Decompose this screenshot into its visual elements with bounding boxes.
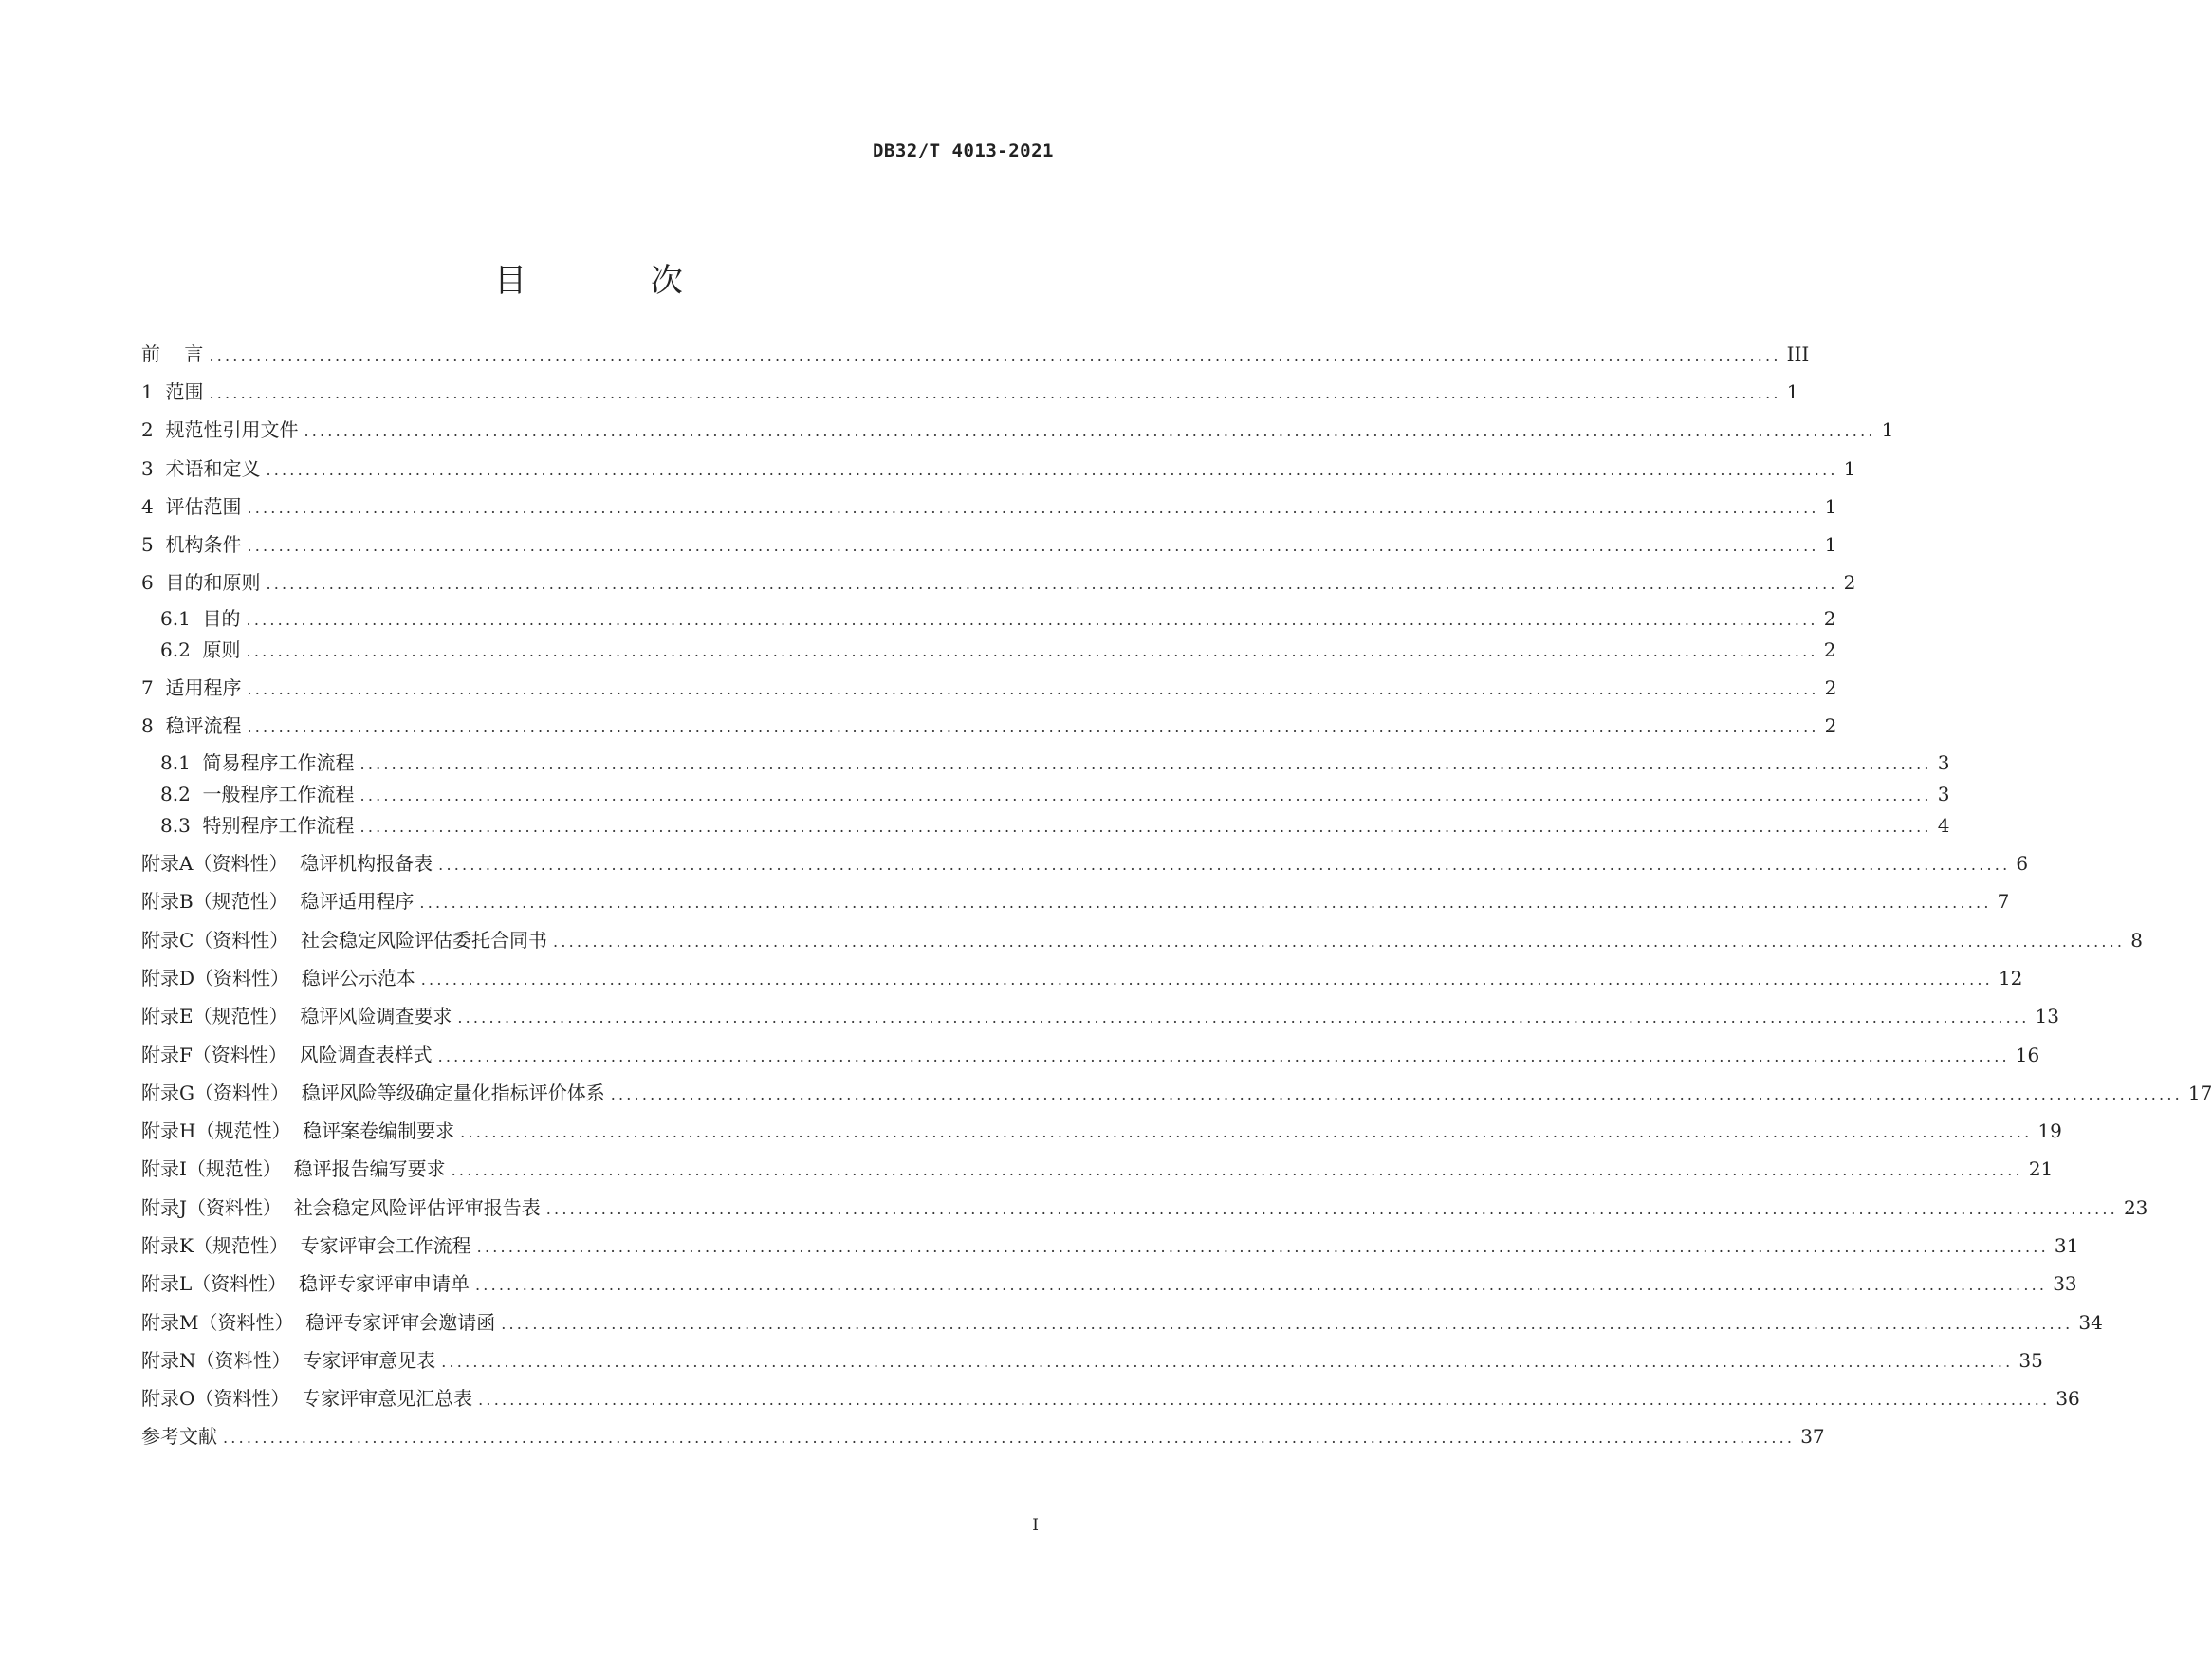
toc-entry-label: 规范性引用文件 [153,418,299,441]
toc-entry[interactable] [141,711,1837,741]
toc-entry-label: 稳评案卷编制要求 [290,1119,455,1142]
toc-entry-label: 专家评审意见汇总表 [289,1387,473,1410]
toc-dot-leader: ........................................................................................................................................................................................................ [420,971,1993,989]
toc-entry-number: 附录C（资料性） [141,929,289,952]
toc-entry-label: 言 [160,342,204,365]
toc-dot-leader: ........................................................................................................................................................................................................ [476,1238,2049,1256]
toc-dot-leader: ........................................................................................................................................................................................................ [501,1315,2074,1333]
toc-entry-label: 术语和定义 [153,457,261,480]
toc-entry[interactable] [160,748,1950,778]
toc-entry-number: 附录A（资料性） [141,852,288,875]
toc-entry[interactable] [141,567,1856,598]
toc-entry-page: 1 [1881,418,1894,441]
toc-dot-leader: ........................................................................................................................................................................................................ [266,461,1838,479]
toc-entry-label: 稳评风险等级确定量化指标评价体系 [288,1082,605,1104]
toc-entry[interactable] [141,491,1837,522]
toc-entry[interactable] [141,1345,2043,1376]
toc-entry[interactable] [141,1154,2054,1184]
toc-entry-label: 范围 [153,380,204,403]
toc-dot-leader: ........................................................................................................................................................................................................ [247,537,1819,555]
toc-dot-leader: ........................................................................................................................................................................................................ [209,346,1781,364]
toc-entry-label: 稳评公示范本 [289,967,415,989]
toc-entry-label: 社会稳定风险评估委托合同书 [288,929,548,952]
toc-entry-label: 稳评流程 [153,714,242,737]
toc-entry-page: 19 [2037,1119,2062,1142]
toc-entry[interactable] [141,963,2023,993]
toc-entry-page: 3 [1937,783,1950,805]
toc-dot-leader: ........................................................................................................................................................................................................ [246,642,1818,660]
toc-dot-leader: ........................................................................................................................................................................................................ [266,575,1838,593]
toc-entry-number: 3 [141,457,154,480]
toc-entry-page: 2 [1823,607,1836,630]
toc-entry-label: 特别程序工作流程 [190,814,355,837]
toc-dot-leader: ........................................................................................................................................................................................................ [247,680,1819,698]
toc-entry-page: 4 [1937,814,1950,837]
toc-entry-number: 附录M（资料性） [141,1311,294,1334]
toc-entry-number: 附录N（资料性） [141,1349,291,1372]
toc-entry-page: 16 [2015,1044,2040,1066]
toc-entry-label: 评估范围 [153,495,242,518]
toc-dot-leader: ........................................................................................................................................................................................................ [359,786,1932,804]
page-title: 目 次 [494,262,740,300]
toc-entry[interactable] [160,635,1836,665]
toc-dot-leader: ........................................................................................................................................................................................................ [545,1200,2118,1218]
toc-entry-label: 稳评适用程序 [287,890,415,913]
toc-entry-page: 34 [2078,1311,2103,1334]
toc-entry-label: 社会稳定风险评估评审报告表 [282,1196,541,1219]
toc-entry-page: 7 [1997,890,2010,913]
toc-entry[interactable] [141,1001,2059,1031]
toc-entry-page: 1 [1843,457,1856,480]
page-number: I [1032,1516,1039,1535]
toc-entry-number: 1 [141,380,154,403]
toc-entry[interactable] [141,1307,2103,1338]
toc-entry-label: 稳评专家评审申请单 [286,1272,470,1295]
toc-dot-leader: ........................................................................................................................................................................................................ [359,755,1932,773]
toc-entry[interactable] [141,1193,2148,1223]
toc-entry-page: 1 [1786,380,1799,403]
toc-entry[interactable] [160,603,1836,634]
toc-entry-number: 4 [141,495,154,518]
toc-entry-page: 33 [2053,1272,2077,1295]
toc-entry-label: 一般程序工作流程 [190,783,355,805]
toc-dot-leader: ........................................................................................................................................................................................................ [437,1047,2010,1065]
toc-entry-label: 原则 [190,638,241,661]
toc-dot-leader: ........................................................................................................................................................................................................ [475,1276,2048,1294]
toc-entry-page: 2 [1824,714,1837,737]
toc-dot-leader: ........................................................................................................................................................................................................ [247,718,1819,736]
toc-dot-leader: ........................................................................................................................................................................................................ [457,1008,2030,1026]
toc-entry-number: 8.2 [160,783,191,805]
toc-dot-leader: ........................................................................................................................................................................................................ [247,499,1819,517]
toc-entry-number: 附录H（规范性） [141,1119,291,1142]
toc-entry[interactable] [141,1230,2079,1261]
toc-entry-label: 机构条件 [153,533,242,556]
toc-dot-leader: ........................................................................................................................................................................................................ [460,1123,2033,1141]
toc-entry-number: 附录E（规范性） [141,1005,288,1027]
document-code: DB32/T 4013-2021 [872,140,1054,161]
toc-entry-page: 2 [1824,676,1837,699]
toc-entry-label: 适用程序 [153,676,242,699]
toc-entry-number: 附录O（资料性） [141,1387,290,1410]
toc-entry-number: 附录K（规范性） [141,1234,288,1257]
toc-entry-number: 参考文献 [141,1425,217,1448]
toc-entry[interactable] [160,810,1950,841]
toc-entry[interactable] [141,1116,2062,1146]
toc-dot-leader: ........................................................................................................................................................................................................ [209,384,1781,402]
toc-entry-page: 37 [1800,1425,1825,1448]
toc-entry[interactable] [141,1268,2077,1299]
toc-entry-page: 21 [2028,1157,2054,1180]
toc-entry-number: 7 [141,676,154,699]
toc-entry-page: 23 [2123,1196,2148,1219]
toc-dot-leader: ........................................................................................................................................................................................................ [419,894,1992,912]
toc-dot-leader: ........................................................................................................................................................................................................ [553,933,2126,951]
toc-entry-label: 风险调查表样式 [286,1044,433,1066]
toc-entry-page: 12 [1998,967,2023,989]
toc-entry-number: 8.1 [160,751,191,774]
toc-entry-label: 稳评报告编写要求 [281,1157,446,1180]
toc-entry-number: 6 [141,571,154,594]
toc-entry[interactable] [141,529,1837,560]
toc-dot-leader: ........................................................................................................................................................................................................ [359,818,1932,836]
toc-entry-page: III [1786,342,1810,365]
toc-dot-leader: ........................................................................................................................................................................................................ [223,1429,1796,1447]
toc-entry-page: 1 [1824,533,1837,556]
toc-entry-label: 稳评风险调查要求 [287,1005,452,1027]
toc-entry-page: 31 [2054,1234,2079,1257]
toc-entry[interactable] [141,925,2143,955]
toc-entry-page: 1 [1824,495,1837,518]
toc-entry-number: 附录D（资料性） [141,967,290,989]
toc-entry-page: 2 [1843,571,1856,594]
toc-entry[interactable] [141,339,1810,369]
toc-dot-leader: ........................................................................................................................................................................................................ [478,1391,2051,1409]
toc-entry[interactable] [141,1040,2040,1070]
toc-entry-number: 2 [141,418,154,441]
toc-entry-number: 前 [141,342,160,365]
toc-entry-number: 8.3 [160,814,191,837]
toc-entry-number: 6.1 [160,607,191,630]
toc-entry-label: 专家评审会工作流程 [287,1234,471,1257]
toc-entry-number: 附录L（资料性） [141,1272,287,1295]
toc-entry-page: 8 [2130,929,2143,952]
toc-entry-number: 8 [141,714,154,737]
toc-dot-leader: ........................................................................................................................................................................................................ [441,1353,2014,1371]
toc-entry[interactable] [141,886,2010,916]
toc-entry-page: 36 [2055,1387,2080,1410]
toc-dot-leader: ........................................................................................................................................................................................................ [610,1085,2183,1103]
toc-dot-leader: ........................................................................................................................................................................................................ [451,1161,2023,1179]
toc-entry[interactable] [141,377,1799,407]
toc-entry-label: 专家评审意见表 [290,1349,436,1372]
toc-dot-leader: ........................................................................................................................................................................................................ [304,422,1876,440]
toc-entry[interactable] [141,1383,2080,1414]
toc-entry-number: 附录I（规范性） [141,1157,282,1180]
toc-entry[interactable] [141,1078,2212,1108]
toc-entry-page: 13 [2035,1005,2059,1027]
toc-entry[interactable] [141,673,1837,703]
toc-entry[interactable] [141,1421,1825,1451]
toc-entry-label: 目的和原则 [153,571,261,594]
toc-entry[interactable] [160,779,1950,809]
toc-dot-leader: ........................................................................................................................................................................................................ [246,611,1818,629]
toc-entry[interactable] [141,848,2029,878]
toc-entry-number: 6.2 [160,638,191,661]
toc-entry[interactable] [141,415,1894,445]
toc-entry-number: 附录J（资料性） [141,1196,283,1219]
toc-dot-leader: ........................................................................................................................................................................................................ [438,856,2011,874]
toc-entry-page: 35 [2018,1349,2043,1372]
toc-entry-page: 17 [2187,1082,2212,1104]
toc-entry-label: 目的 [190,607,241,630]
toc-entry-label: 稳评专家评审会邀请函 [293,1311,496,1334]
toc-entry-page: 6 [2016,852,2029,875]
toc-entry-number: 附录F（资料性） [141,1044,287,1066]
toc-entry-page: 3 [1937,751,1950,774]
toc-entry-page: 2 [1823,638,1836,661]
toc-entry[interactable] [141,453,1856,484]
toc-entry-label: 稳评机构报备表 [287,852,433,875]
toc-entry-number: 附录G（资料性） [141,1082,289,1104]
toc-entry-label: 简易程序工作流程 [190,751,355,774]
toc-entry-number: 附录B（规范性） [141,890,288,913]
toc-entry-number: 5 [141,533,154,556]
